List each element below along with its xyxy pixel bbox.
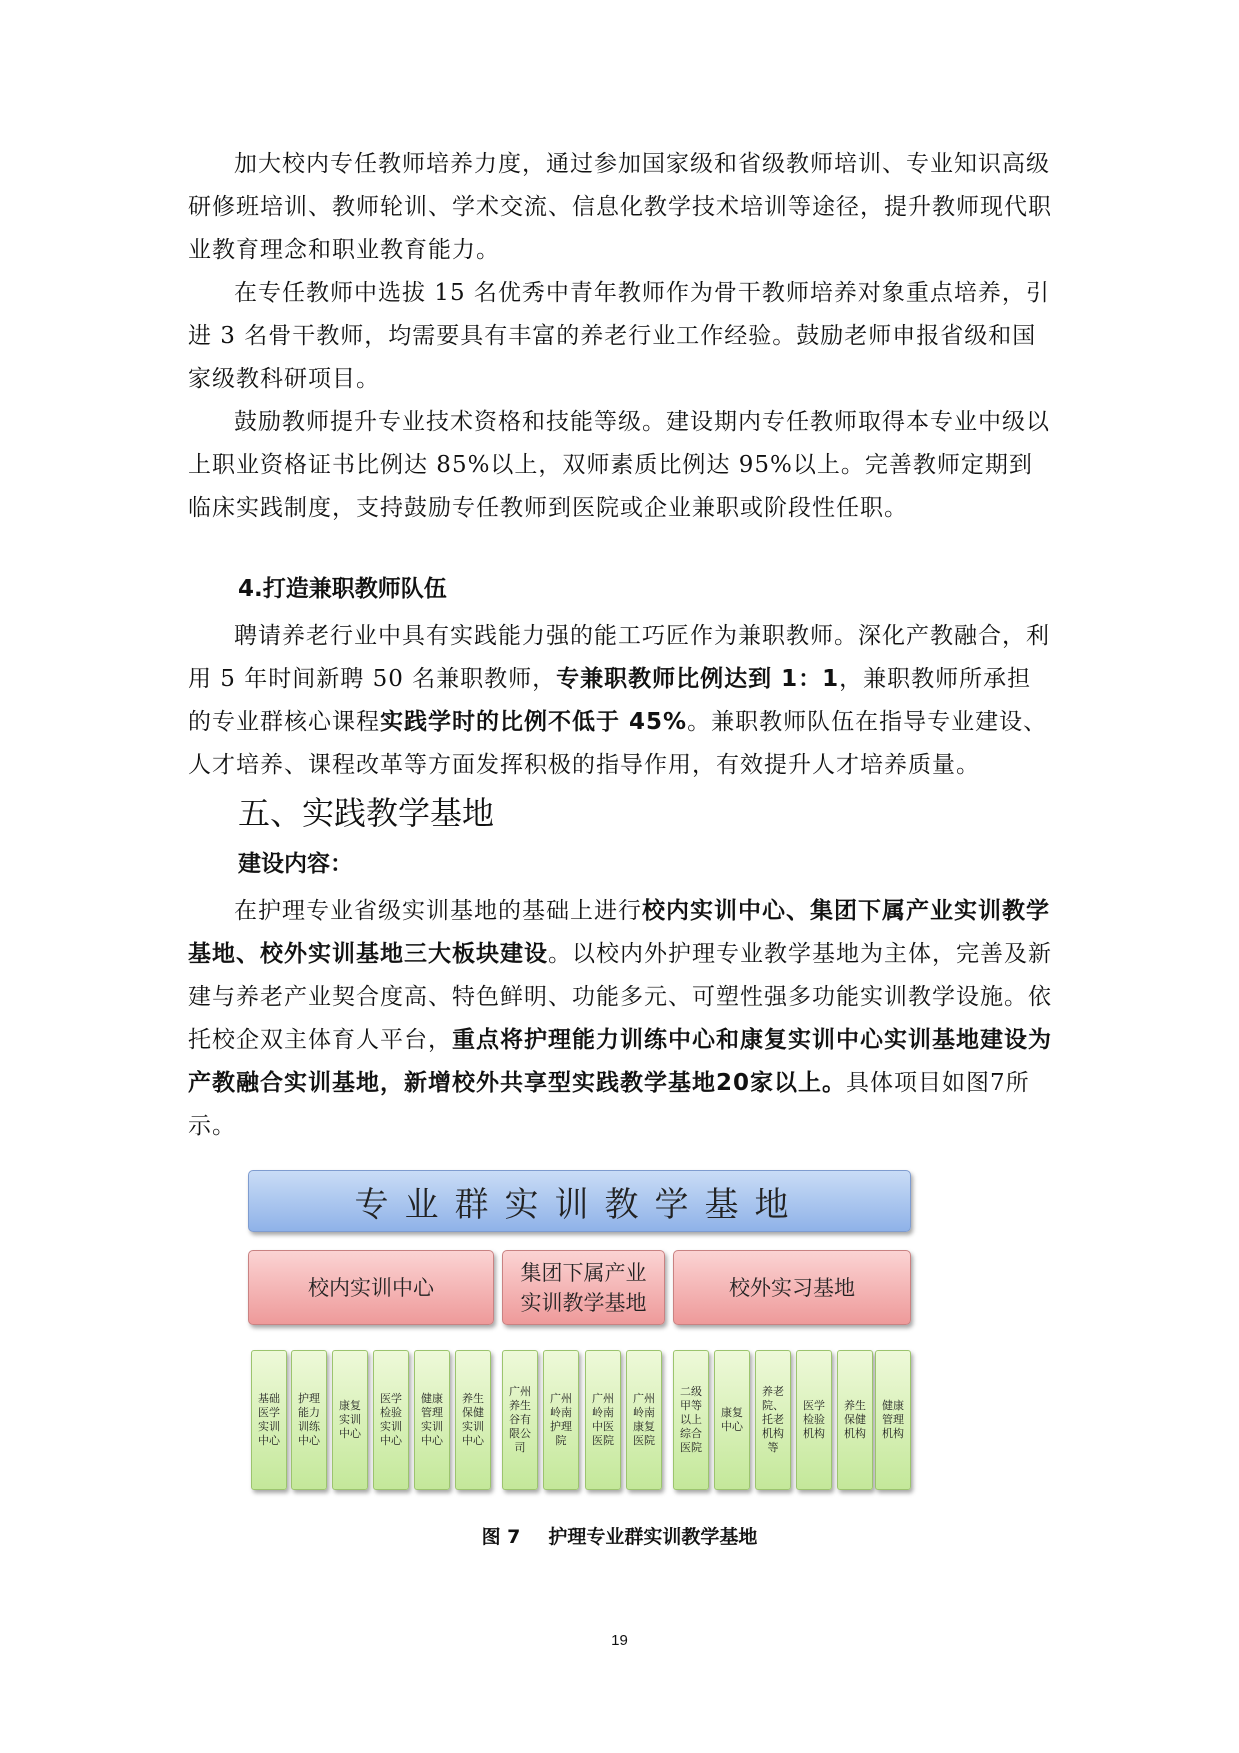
diagram-leaf: 广州养生谷有限公司 (502, 1350, 538, 1490)
figure-label: 图 7 (481, 1526, 521, 1548)
diagram-root-box: 专业群实训教学基地 (248, 1170, 911, 1232)
diagram-leaf: 健康管理机构 (875, 1350, 911, 1490)
subheading-construction: 建设内容： (238, 851, 353, 877)
training-base-diagram (248, 1170, 913, 1495)
paragraph-qualifications (188, 401, 1054, 530)
section-title: 五、实践教学基地 (238, 794, 495, 832)
paragraph-text: 鼓励教师提升专业技术资格和技能等级。建设期内专任教师取得本专业中级以上职业资格证书比例达 85%以上，双师素质比例达 95%以上。完善教师定期到临床实践制度，支持鼓励专任教师到医院或企业兼职或阶段性任职。 (188, 409, 1050, 521)
diagram-leaf: 广州岭南康复医院 (626, 1350, 662, 1490)
diagram-leaf: 康复实训中心 (332, 1350, 368, 1490)
diagram-box-off-campus: 校外实习基地 (673, 1250, 911, 1325)
bold-practice-ratio-text: 实践学时的比例不低于 45% (380, 709, 688, 735)
paragraph-text: 具体项目如图7所示。 (188, 1070, 1030, 1139)
diagram-leaf: 广州岭南中医医院 (585, 1350, 621, 1490)
diagram-leaf: 养老院、托老机构等 (755, 1350, 791, 1490)
diagram-leaf: 二级甲等以上综合医院 (673, 1350, 709, 1490)
figure-caption (0, 1522, 1239, 1549)
diagram-leaf: 医学检验实训中心 (373, 1350, 409, 1490)
diagram-leaf: 康复中心 (714, 1350, 750, 1490)
diagram-box-on-campus: 校内实训中心 (248, 1250, 494, 1325)
heading-part-time-teachers: 4.打造兼职教师队伍 (238, 576, 447, 602)
paragraph-text: 。以校内外护理专业教学基地为主体，完善及新建与养老产业契合度高、特色鲜明、功能多元、可塑性强多功能实训教学设施。依托校企双主体育人平台， (188, 941, 1052, 1053)
diagram-leaf: 健康管理实训中心 (414, 1350, 450, 1490)
paragraph-part-time (188, 615, 1054, 787)
paragraph-text: ，兼职教师所承担的专业群核心课程 (188, 666, 1032, 735)
paragraph-practice-base (188, 890, 1054, 1148)
paragraph-text: 加大校内专任教师培养力度，通过参加国家级和省级教师培训、专业知识高级研修班培训、教师轮训、学术交流、信息化教学技术培训等途径，提升教师现代职业教育理念和职业教育能力。 (188, 151, 1052, 263)
paragraph-backbone-teachers (188, 272, 1054, 401)
paragraph-text: 在专任教师中选拔 15 名优秀中青年教师作为骨干教师培养对象重点培养，引进 3 名骨干教师，均需要具有丰富的养老行业工作经验。鼓励老师申报省级和国家级教科研项目。 (188, 280, 1050, 392)
page-number: 19 (611, 1632, 628, 1649)
paragraph-text: 。兼职教师队伍在指导专业建设、人才培养、课程改革等方面发挥积极的指导作用，有效提升人才培养质量。 (188, 709, 1048, 778)
paragraph-text: 在护理专业省级实训基地的基础上进行 (234, 898, 642, 924)
diagram-leaf: 基础医学实训中心 (251, 1350, 287, 1490)
bold-ratio-text: 专兼职教师比例达到 1：1 (556, 666, 840, 692)
bold-three-sections-text: 校内实训中心、集团下属产业实训教学基地、校外实训基地三大板块建设 (188, 898, 1050, 967)
figure-title: 护理专业群实训教学基地 (548, 1526, 758, 1548)
diagram-leaf: 护理能力训练中心 (291, 1350, 327, 1490)
diagram-leaf: 广州岭南护理院 (543, 1350, 579, 1490)
diagram-leaf: 医学检验机构 (796, 1350, 832, 1490)
bold-key-projects-text: 重点将护理能力训练中心和康复实训中心实训基地建设为产教融合实训基地，新增校外共享型实践教学基地20家以上。 (188, 1027, 1052, 1096)
paragraph-text: 聘请养老行业中具有实践能力强的能工巧匠作为兼职教师。深化产教融合，利用 5 年时间新聘 50 名兼职教师， (188, 623, 1050, 692)
diagram-box-group-industry: 集团下属产业实训教学基地 (502, 1250, 665, 1325)
diagram-leaf: 养生保健机构 (837, 1350, 873, 1490)
paragraph-teacher-training (188, 143, 1054, 272)
diagram-leaf: 养生保健实训中心 (455, 1350, 491, 1490)
